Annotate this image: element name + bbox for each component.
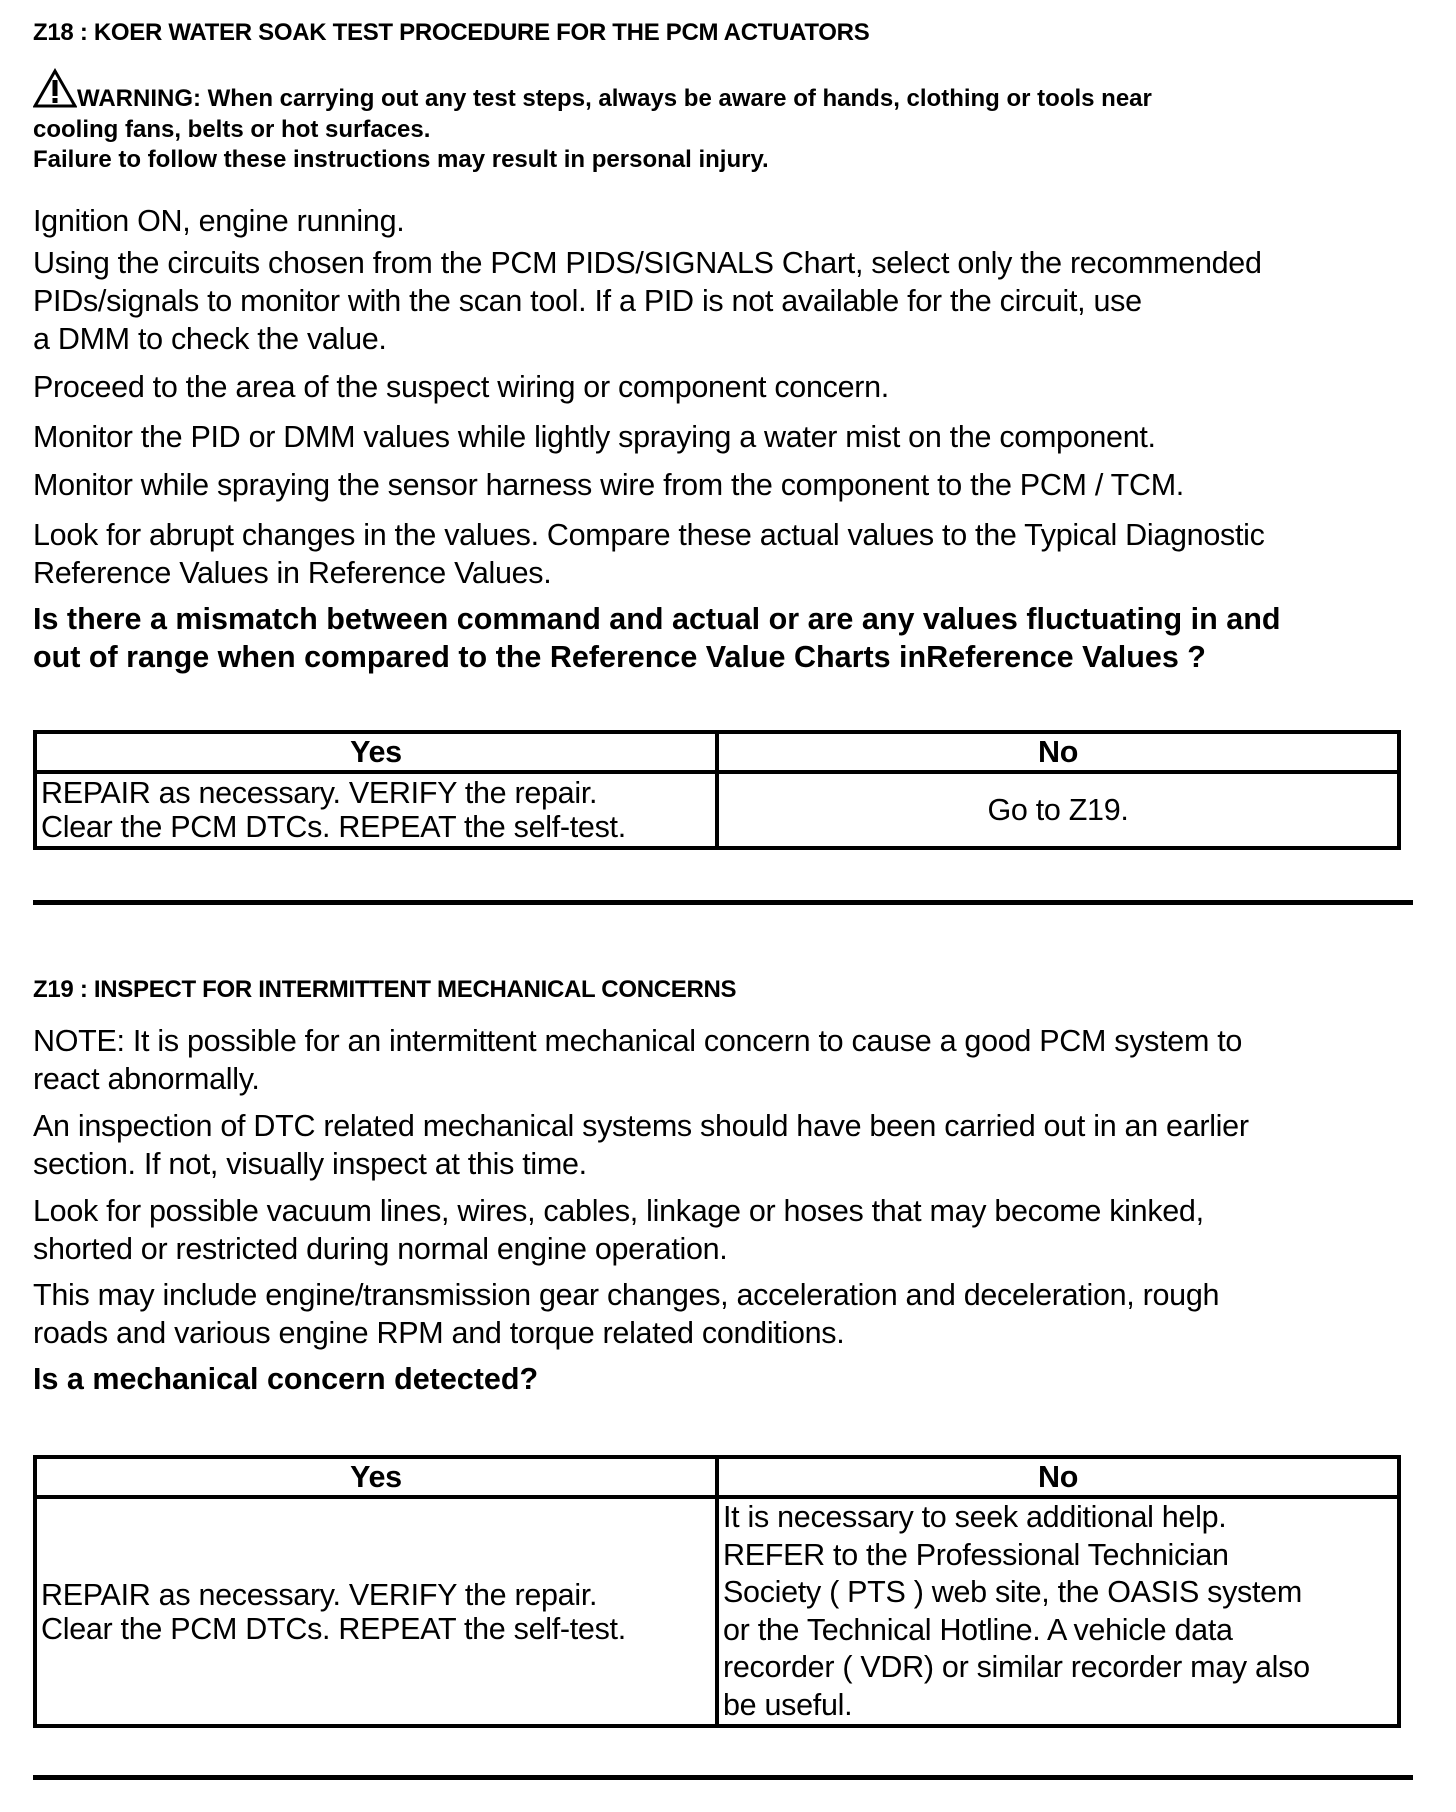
cell-line: It is necessary to seek additional help. — [723, 1500, 1227, 1534]
section-divider — [33, 900, 1413, 905]
yes-header: Yes — [35, 732, 717, 772]
text-line: Ignition ON, engine running. — [33, 204, 405, 238]
text-line: shorted or restricted during normal engine operation. — [33, 1232, 728, 1266]
warning-line-2: cooling fans, belts or hot surfaces. — [33, 116, 431, 143]
text-line: Monitor the PID or DMM values while lightly spraying a water mist on the component. — [33, 420, 1156, 454]
no-cell — [717, 772, 1399, 848]
cell-line: REFER to the Professional Technician — [723, 1537, 1229, 1572]
cell-line: REPAIR as necessary. VERIFY the repair. — [41, 1577, 598, 1612]
cell-line: REPAIR as necessary. VERIFY the repair. — [41, 776, 598, 810]
no-header: No — [717, 732, 1399, 772]
cell-line: Clear the PCM DTCs. REPEAT the self-test. — [41, 1611, 626, 1646]
text-line: roads and various engine RPM and torque related conditions. — [33, 1316, 845, 1350]
no-cell — [717, 1497, 1399, 1726]
text-line: Look for abrupt changes in the values. Compare these actual values to the Typical Diagnostic — [33, 518, 1265, 552]
z18-paragraph-3 — [33, 368, 1433, 406]
cell-line: Society ( PTS ) web site, the OASIS system — [723, 1575, 1302, 1609]
cell-line: be useful. — [723, 1687, 853, 1722]
z19-question — [33, 1360, 1433, 1398]
text-line: Using the circuits chosen from the PCM PIDS/SIGNALS Chart, select only the recommended — [33, 246, 1262, 280]
z18-paragraph-2 — [33, 244, 1433, 358]
table-row — [35, 772, 1399, 848]
text-line: react abnormally. — [33, 1062, 260, 1096]
z19-paragraph-2 — [33, 1107, 1433, 1183]
no-header: No — [717, 1457, 1399, 1497]
z18-warning — [33, 68, 1413, 175]
text-line: Monitor while spraying the sensor harness wire from the component to the PCM / TCM. — [33, 468, 1184, 502]
z18-question — [33, 600, 1433, 676]
text-line: Proceed to the area of the suspect wiring or component concern. — [33, 370, 889, 404]
yes-cell — [35, 772, 717, 848]
question-line: Is there a mismatch between command and actual or are any values fluctuating in and — [33, 602, 1281, 636]
warning-line-1 — [33, 68, 1413, 115]
text-line: section. If not, visually inspect at this time. — [33, 1147, 587, 1181]
cell-line: Clear the PCM DTCs. REPEAT the self-test. — [41, 810, 626, 844]
text-line: Look for possible vacuum lines, wires, cables, linkage or hoses that may become kinked, — [33, 1194, 1204, 1228]
z19-paragraph-3 — [33, 1192, 1433, 1268]
warning-text: WARNING: When carrying out any test steps, always be aware of hands, clothing or tools near — [77, 85, 1152, 112]
text-line: This may include engine/transmission gear changes, acceleration and deceleration, rough — [33, 1278, 1220, 1312]
z19-paragraph-1 — [33, 1022, 1433, 1098]
z19-title: Z19 : INSPECT FOR INTERMITTENT MECHANICAL CONCERNS — [33, 976, 737, 1003]
z18-paragraph-5 — [33, 466, 1433, 504]
text-line: a DMM to check the value. — [33, 322, 387, 356]
z18-title: Z18 : KOER WATER SOAK TEST PROCEDURE FOR THE PCM ACTUATORS — [33, 19, 870, 46]
z18-paragraph-1 — [33, 202, 1433, 240]
text-line: An inspection of DTC related mechanical systems should have been carried out in an earlier — [33, 1109, 1249, 1143]
z19-answer-table — [33, 1455, 1401, 1728]
text-line: PIDs/signals to monitor with the scan tool. If a PID is not available for the circuit, use — [33, 284, 1142, 318]
table-row — [35, 1497, 1399, 1726]
z19-paragraph-4 — [33, 1276, 1433, 1352]
warning-triangle-icon — [33, 68, 77, 108]
question-line: out of range when compared to the Reference Value Charts inReference Values ? — [33, 640, 1206, 674]
section-divider — [33, 1775, 1413, 1780]
z18-paragraph-6 — [33, 516, 1433, 592]
z18-paragraph-4 — [33, 418, 1433, 456]
text-line: Reference Values in Reference Values. — [33, 556, 552, 590]
cell-line: recorder ( VDR) or similar recorder may also — [723, 1650, 1310, 1684]
question-line: Is a mechanical concern detected? — [33, 1362, 539, 1396]
cell-line: or the Technical Hotline. A vehicle data — [723, 1612, 1233, 1647]
go-to-z19-link[interactable]: Go to Z19. — [987, 793, 1129, 827]
z18-answer-table — [33, 730, 1401, 850]
table-header-row — [35, 1457, 1399, 1497]
table-header-row — [35, 732, 1399, 772]
yes-header: Yes — [35, 1457, 717, 1497]
yes-cell — [35, 1497, 717, 1726]
warning-line-3: Failure to follow these instructions may result in personal injury. — [33, 146, 769, 173]
text-line: NOTE: It is possible for an intermittent mechanical concern to cause a good PCM system to — [33, 1024, 1243, 1058]
